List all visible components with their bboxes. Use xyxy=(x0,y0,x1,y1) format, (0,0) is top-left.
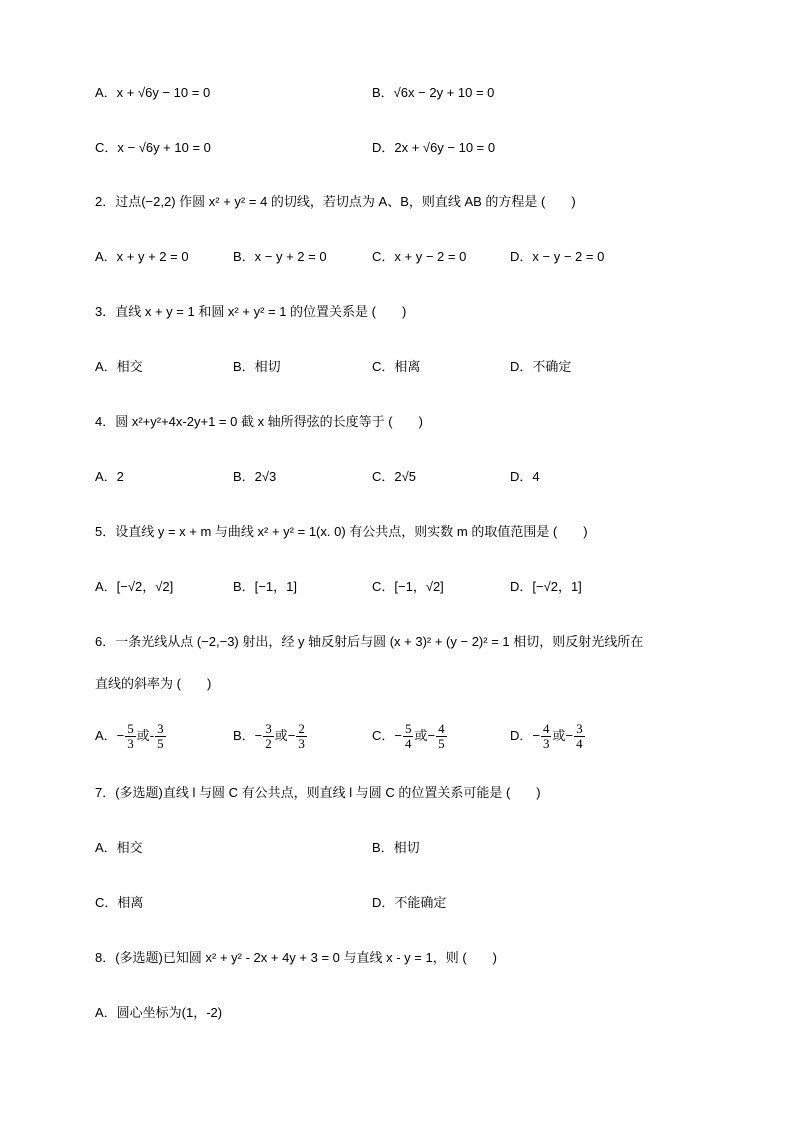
q7-option-a[interactable]: A．相交 xyxy=(95,840,143,855)
q2-stem: 2．过点(−2,2) 作圆 x² + y² = 4 的切线，若切点为 A、B，则直线 AB 的方程是 ( ) xyxy=(95,194,576,209)
q3-option-c[interactable]: C．相离 xyxy=(372,359,421,374)
fraction: $\frac{5}{4}$ xyxy=(404,721,412,751)
q5-option-d[interactable]: D．[−√2，1] xyxy=(510,579,582,594)
q5-option-b[interactable]: B．[−1，1] xyxy=(233,579,297,594)
q4-option-d[interactable]: D．4 xyxy=(510,469,540,484)
q8-option-a[interactable]: A．圆心坐标为(1，-2) xyxy=(95,1005,223,1020)
q6-option-b[interactable]: B．− $\frac{3}{2}$ 或− $\frac{2}{3}$ xyxy=(233,721,305,751)
q1-option-d[interactable]: D．2x + √6y − 10 = 0 xyxy=(372,140,496,155)
q7-option-b[interactable]: B．相切 xyxy=(372,840,420,855)
q3-option-a[interactable]: A．相交 xyxy=(95,359,143,374)
q6-stem-line2: 直线的斜率为 ( ) xyxy=(95,676,212,691)
fraction: $\frac{5}{3}$ xyxy=(127,721,134,751)
fraction: $\frac{4}{3}$ xyxy=(542,721,550,751)
q1-option-b[interactable]: B．√6x − 2y + 10 = 0 xyxy=(372,85,495,100)
q7-option-c[interactable]: C．相离 xyxy=(95,895,144,910)
q4-option-c[interactable]: C．2√5 xyxy=(372,469,416,484)
q8-stem: 8．(多选题)已知圆 x² + y² - 2x + 4y + 3 = 0 与直线 x - y = 1，则 ( ) xyxy=(95,950,497,965)
q4-option-a[interactable]: A．2 xyxy=(95,469,124,484)
fraction: $\frac{2}{3}$ xyxy=(298,721,305,751)
q7-stem: 7．(多选题)直线 l 与圆 C 有公共点，则直线 l 与圆 C 的位置关系可能是 ( ) xyxy=(95,785,541,800)
q6-option-d[interactable]: D．− $\frac{4}{3}$ 或− $\frac{3}{4}$ xyxy=(510,721,583,751)
fraction: $\frac{3}{2}$ xyxy=(265,721,272,751)
q6-option-a[interactable]: A．− $\frac{5}{3}$ 或- $\frac{3}{5}$ xyxy=(95,721,164,751)
q6-option-c[interactable]: C．− $\frac{5}{4}$ 或− $\frac{4}{5}$ xyxy=(372,721,445,751)
q1-option-a[interactable]: A．x + √6y − 10 = 0 xyxy=(95,85,211,100)
q5-option-c[interactable]: C．[−1，√2] xyxy=(372,579,444,594)
q2-option-b[interactable]: B．x − y + 2 = 0 xyxy=(233,249,327,264)
q2-option-a[interactable]: A．x + y + 2 = 0 xyxy=(95,249,189,264)
fraction: $\frac{4}{5}$ xyxy=(438,721,445,751)
q3-stem: 3．直线 x + y = 1 和圆 x² + y² = 1 的位置关系是 ( ) xyxy=(95,304,407,319)
q3-option-d[interactable]: D．不确定 xyxy=(510,359,572,374)
q4-stem: 4．圆 x²+y²+4x-2y+1 = 0 截 x 轴所得弦的长度等于 ( ) xyxy=(95,414,423,429)
fraction: $\frac{3}{4}$ xyxy=(576,721,583,751)
q1-option-c[interactable]: C．x − √6y + 10 = 0 xyxy=(95,140,211,155)
q6-stem-line1: 6．一条光线从点 (−2,−3) 射出，经 y 轴反射后与圆 (x + 3)² + (y − 2)² = 1 相切，则反射光线所在 xyxy=(95,634,644,649)
q5-option-a[interactable]: A．[−√2，√2] xyxy=(95,579,174,594)
q2-option-c[interactable]: C．x + y − 2 = 0 xyxy=(372,249,467,264)
q5-stem: 5．设直线 y = x + m 与曲线 x² + y² = 1(x. 0) 有公共点，则实数 m 的取值范围是 ( ) xyxy=(95,524,588,539)
q7-option-d[interactable]: D．不能确定 xyxy=(372,895,447,910)
fraction: $\frac{3}{5}$ xyxy=(157,721,164,751)
q4-option-b[interactable]: B．2√3 xyxy=(233,469,277,484)
q2-option-d[interactable]: D．x − y − 2 = 0 xyxy=(510,249,605,264)
q3-option-b[interactable]: B．相切 xyxy=(233,359,281,374)
